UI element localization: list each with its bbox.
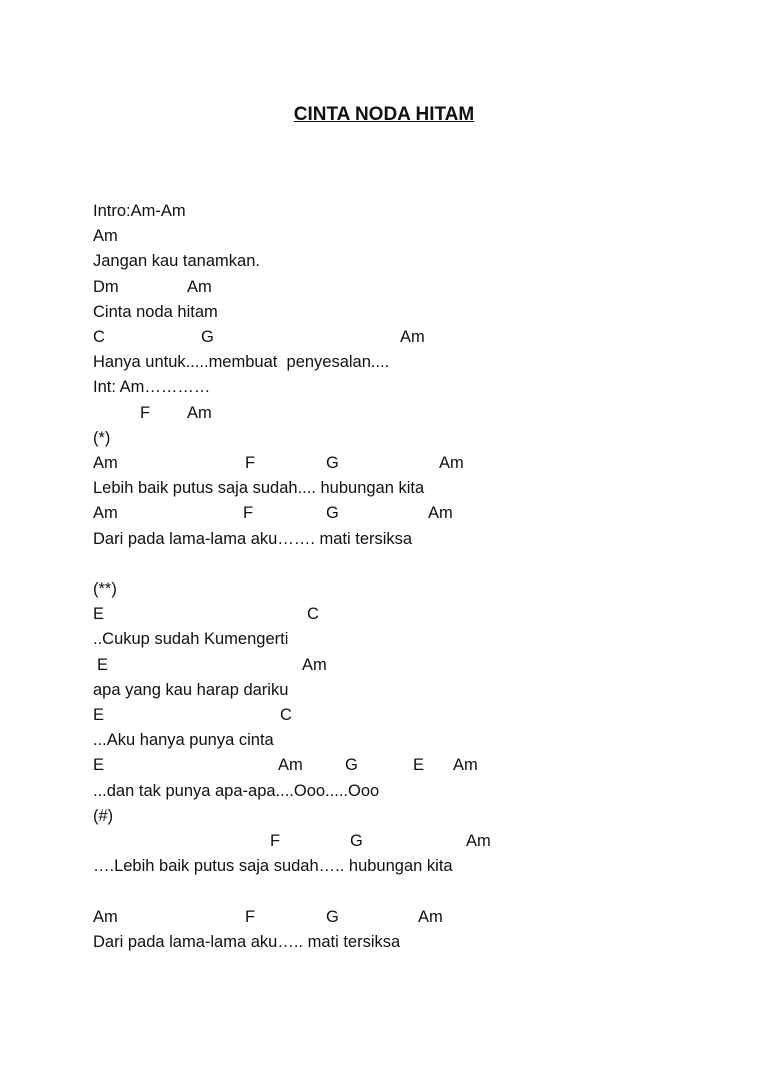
chord-label: C (280, 706, 292, 724)
lyric-line: Dari pada lama-lama aku……. mati tersiksa (93, 529, 413, 548)
chord-label: Am (466, 832, 491, 850)
song-title: CINTA NODA HITAM (293, 104, 475, 125)
chord-label: F (245, 907, 256, 926)
chord-label: F (243, 504, 254, 523)
chord-label: F (270, 832, 281, 850)
lyric-line: Int: Am………… (93, 378, 211, 397)
chord-label: G (201, 328, 214, 346)
lyric-line: Lebih baik putus saja sudah.... hubungan kita (93, 479, 425, 498)
chord-label: F (245, 454, 256, 472)
chord-label: G (326, 907, 339, 926)
chord-label: G (350, 832, 363, 850)
chord-label: Am (428, 504, 453, 523)
lyric-line: Cinta noda hitam (93, 302, 218, 321)
chord-label: E (93, 756, 105, 775)
chord-label: Am (418, 907, 443, 926)
chord-label: E (97, 655, 109, 674)
lyric-line: apa yang kau harap dariku (93, 680, 289, 699)
chord-label: C (307, 605, 319, 624)
chord-label: Am (453, 756, 478, 775)
chord-label: Dm (93, 277, 119, 296)
lyric-line: (**) (93, 580, 117, 598)
chord-label: Am (187, 277, 212, 296)
chord-label: Am (400, 328, 425, 346)
chord-label: E (413, 756, 425, 775)
lyric-line: (*) (93, 428, 111, 447)
chord-label: Am (93, 454, 118, 472)
lyric-line: ...dan tak punya apa-apa....Ooo.....Ooo (93, 781, 380, 800)
chord-label: F (140, 403, 151, 422)
lyric-line: Dari pada lama-lama aku….. mati tersiksa (93, 932, 401, 951)
chord-label: G (345, 756, 358, 775)
chord-label: E (93, 706, 105, 724)
lyric-line: Intro:Am-Am (93, 202, 186, 220)
chord-label: Am (278, 756, 303, 775)
lyric-line: Hanya untuk.....membuat penyesalan.... (93, 353, 390, 372)
lyric-line: ..Cukup sudah Kumengerti (93, 630, 289, 649)
chord-label: Am (187, 403, 212, 422)
lyric-line: ...Aku hanya punya cinta (93, 731, 274, 750)
chord-label: C (93, 328, 105, 346)
chord-label: Am (439, 454, 464, 472)
chord-label: G (326, 504, 339, 523)
chord-label: Am (93, 227, 118, 246)
chord-label: Am (302, 655, 327, 674)
chord-label: Am (93, 907, 118, 926)
chord-label: G (326, 454, 339, 472)
lyric-line: ….Lebih baik putus saja sudah….. hubungan kita (93, 857, 453, 876)
chord-label: E (93, 605, 105, 624)
chord-label: Am (93, 504, 118, 523)
lyric-line: (#) (93, 806, 114, 825)
lyric-line: Jangan kau tanamkan. (93, 252, 260, 271)
